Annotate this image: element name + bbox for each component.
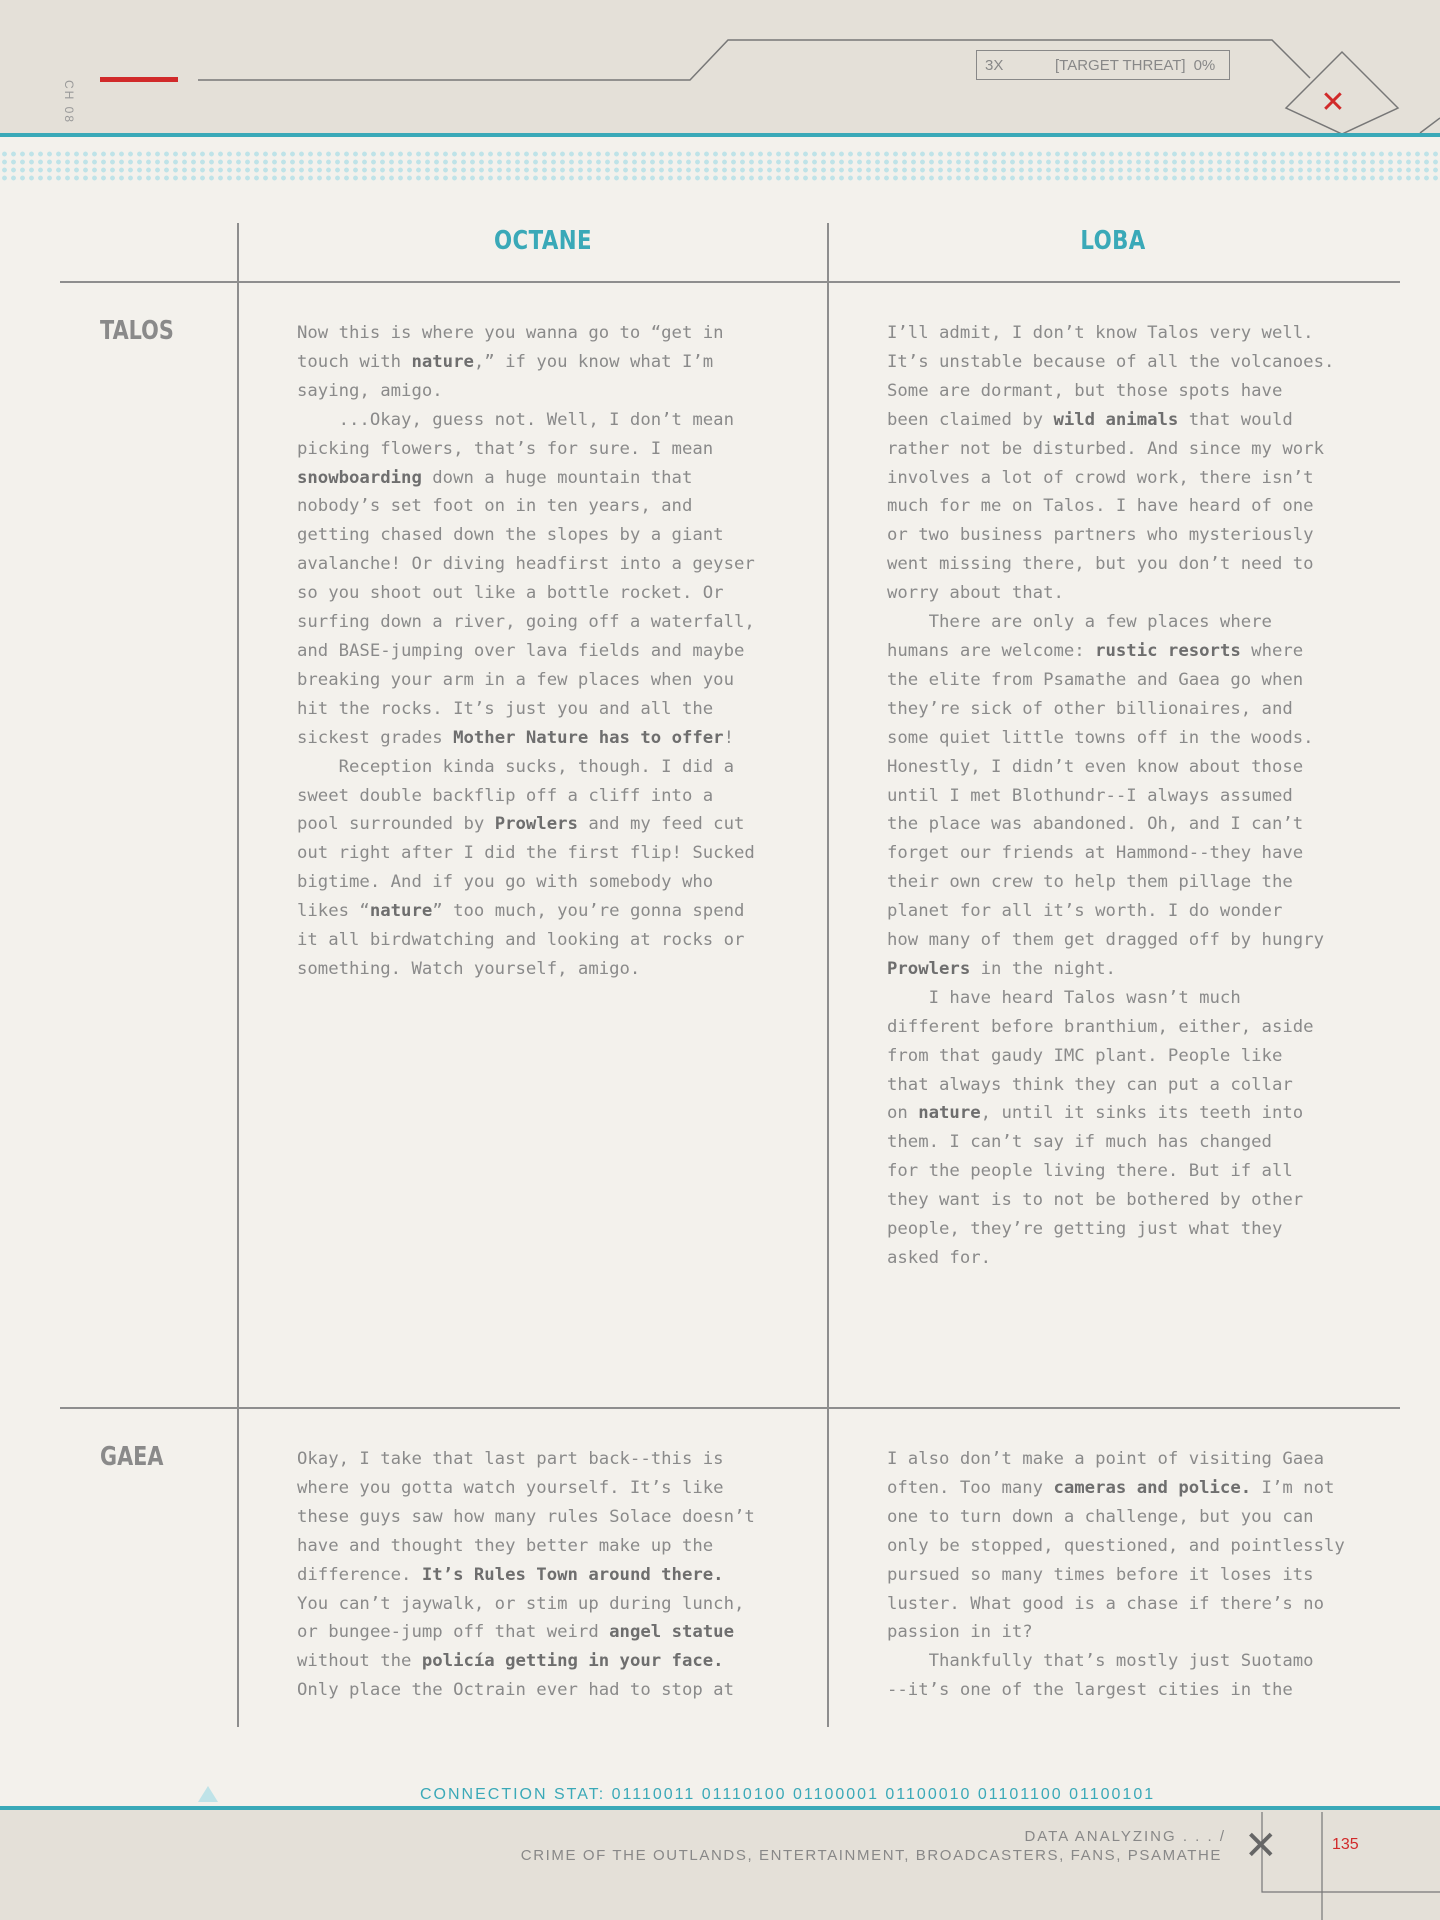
x-mark-icon: ✕: [1244, 1823, 1278, 1869]
header-divider: [0, 133, 1440, 137]
emphasis-text: cameras and police.: [1053, 1477, 1252, 1498]
column-header-octane: OCTANE: [493, 226, 593, 256]
grid-line: [60, 281, 1400, 283]
data-analyzing-label: DATA ANALYZING . . . /: [1024, 1828, 1226, 1845]
cell-talos-loba: I’ll admit, I don’t know Talos very well. It’s unstable because of all the volcanoes. Some are dormant, but those spots have been claimed by wild animals that would rather not be disturbed. And since my work involves a lot of crowd work, there isn’t much for me on Talos. I have heard of one or two business partners who mysteriously went missing there, but you don’t need to worry about that. There are only a few places where humans are welcome: rustic resorts where the elite from Psamathe and Gaea go when they’re sick of other billionaires, and some quiet little towns off in the woods. Honestly, I didn’t even know about those until I met Blothundr--I always assumed the place was abandoned. Oh, and I can’t forget our friends at Hammond--they have their own crew to help them pillage the planet for all it’s worth. I do wonder how many of them get dragged off by hungry Prowlers in the night. I have heard Talos wasn’t much different before branthium, either, aside from that gaudy IMC plant. People like that always think they can put a collar on nature, until it sinks its teeth into them. I can’t say if much has changed for the people living there. But if all they want is to not be bothered by other people, they’re getting just what they asked for.: [887, 323, 1335, 1268]
footer-frame-lines: [0, 1810, 1440, 1920]
emphasis-text: wild animals: [1053, 409, 1179, 430]
grid-line: [827, 223, 829, 1727]
cell-talos-octane: Now this is where you wanna go to “get in touch with nature,” if you know what I’m saying, amigo. ...Okay, guess not. Well, I don’t mean picking flowers, that’s for sure. I mean snowboarding down a huge mountain that nobody’s set foot on in ten years, and getting chased down the slopes by a giant avalanche! Or diving headfirst into a geyser so you shoot out like a bottle rocket. Or surfing down a river, going off a waterfall, and BASE-jumping over lava fields and maybe breaking your arm in a few places when you hit the rocks. It’s just you and all the sickest grades Mother Nature has to offer! Reception kinda sucks, though. I did a sweet double backflip off a cliff into a pool surrounded by Prowlers and my feed cut out right after I did the first flip! Sucked bigtime. And if you go with somebody who likes “nature” too much, you’re gonna spend it all birdwatching and looking at rocks or something. Watch yourself, amigo.: [297, 323, 755, 979]
emphasis-text: Mother Nature has to offer: [453, 727, 724, 748]
target-threat-readout: [976, 50, 1230, 80]
emphasis-text: angel statue: [609, 1622, 734, 1643]
footer-categories: CRIME OF THE OUTLANDS, ENTERTAINMENT, BROADCASTERS, FANS, PSAMATHE: [520, 1847, 1222, 1864]
threat-multiplier: 3X: [985, 56, 1004, 74]
emphasis-text: nature: [369, 901, 433, 922]
triangle-icon: [198, 1786, 218, 1802]
page-number: 135: [1332, 1836, 1359, 1853]
emphasis-text: rustic resorts: [1095, 640, 1241, 661]
emphasis-text: It’s Rules Town around there.: [421, 1564, 724, 1585]
threat-label: [TARGET THREAT]: [1055, 56, 1186, 74]
cell-gaea-loba: I also don’t make a point of visiting Gaea often. Too many cameras and police. I’m not one to turn down a challenge, but you can only be stopped, questioned, and pointlessly pursued so many times before it loses its luster. What good is a chase if there’s no passion in it? Thankfully that’s mostly just Suotamo --it’s one of the largest cities in the: [887, 1449, 1345, 1701]
emphasis-text: snowboarding: [297, 467, 422, 488]
cell-gaea-octane: Okay, I take that last part back--this is where you gotta watch yourself. It’s like these guys saw how many rules Solace doesn’t have and thought they better make up the difference. It’s Rules Town around there. You can’t jaywalk, or stim up during lunch, or bungee-jump off that weird angel statue without the policía getting in your face. Only place the Octrain ever had to stop at: [297, 1449, 755, 1701]
dot-pattern-band: [0, 150, 1440, 182]
emphasis-text: nature: [918, 1103, 981, 1124]
grid-line: [60, 1407, 1400, 1409]
connection-stat: CONNECTION STAT: 01110011 01110100 01100001 01100010 01101100 01100101: [420, 1786, 1156, 1803]
close-icon[interactable]: ✕: [1320, 85, 1346, 120]
column-header-loba: LOBA: [1080, 226, 1146, 256]
emphasis-text: policía getting in your face.: [421, 1651, 724, 1672]
row-header-gaea: GAEA: [100, 1442, 164, 1472]
progress-accent-bar: [100, 77, 178, 82]
emphasis-text: Prowlers: [887, 958, 971, 979]
row-header-talos: TALOS: [100, 316, 174, 346]
emphasis-text: nature: [411, 351, 474, 372]
grid-line: [237, 223, 239, 1727]
threat-value: 0%: [1193, 56, 1216, 74]
emphasis-text: Prowlers: [494, 814, 578, 835]
chapter-label: CH 08: [62, 80, 76, 125]
